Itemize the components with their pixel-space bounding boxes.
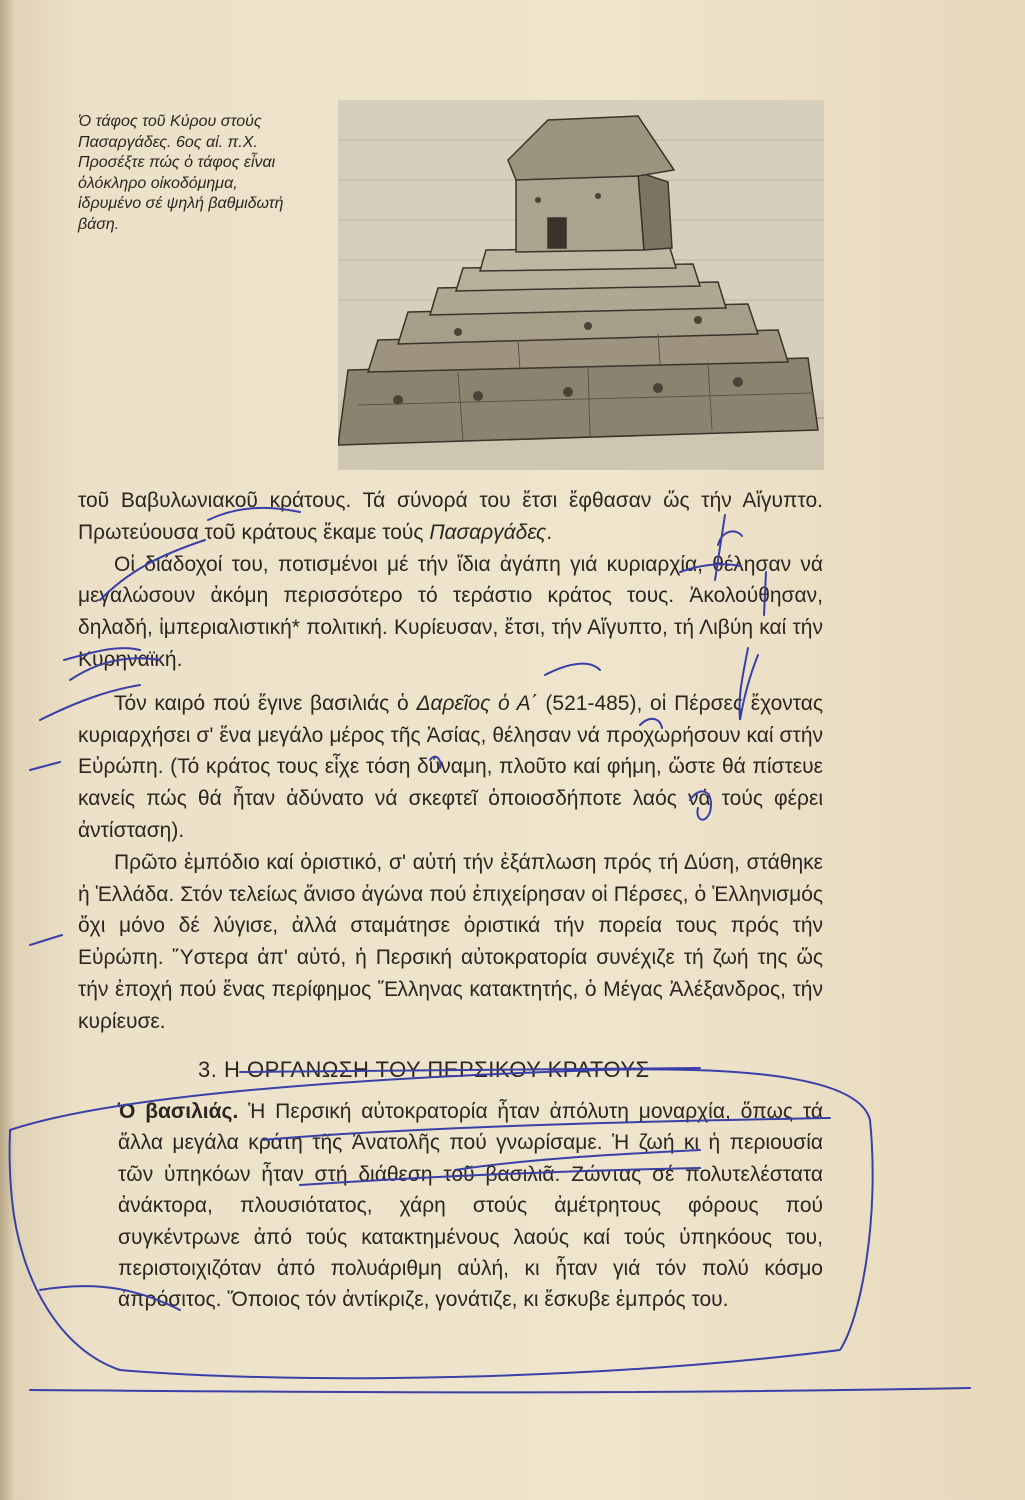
paragraph-3-text-b: (521-485), οἱ Πέρσες ἔχοντας κυριαρχήσει σ' ἕνα μεγάλο μέρος τῆς Ἀσίας, θέλησαν νά προχωρήσουν καί στήν Εὐρώπη. (Τό κράτος τους εἶχε τόση δύναμη, πλοῦτο καί φήμη, ὥστε θά πίστευε κανείς πώς θά ἦταν ἀδύνατο νά σκεφτεῖ ὁποιοσδήποτε λαός νά τούς φέρει ἀντίσταση).	[78, 691, 824, 842]
page-gutter	[0, 0, 14, 1500]
section-body-text: Ἡ Περσική αὐτοκρατορία ἦταν ἀπόλυτη μοναρχία, ὅπως τά ἄλλα μεγάλα κράτη τῆς Ἀνατολῆς πού γνωρίσαμε. Ἡ ζωή κι ἡ περιουσία τῶν ὑπηκόων ἦταν στή διάθεση τοῦ βασιλιᾶ. Ζώντας σέ πολυτελέστατα ἀνάκτορα, πλουσιότατος, χάρη στούς ἀμέτρητους φόρους πού συγκέντρωνε ἀπό τούς κατακτημένους λαούς καί τούς ὑπηκόους του, περιστοιχιζόταν ἀπό πολυάριθμη αὐλή, κι ἦταν γιά τόν πολύ κόσμο ἀπρόσιτος. Ὅποιος τόν ἀντίκριζε, γονάτιζε, κι ἔσκυβε ἐμπρός του.	[118, 1100, 823, 1312]
tomb-of-cyrus-engraving	[338, 100, 824, 470]
paragraph-1-end: .	[546, 520, 553, 544]
paragraph-2: Οἱ διάδοχοί του, ποτισμένοι μέ τήν ἴδια ἀγάπη γιά κυριαρχία, θέλησαν νά μεγαλώσουν ἀκόμη περισσότερο τό τεράστιο κράτος τους. Ἀκολούθησαν, δηλαδή, ἰμπεριαλιστική* πολιτική. Κυρίευσαν, ἔτσι, τήν Αἴγυπτο, τή Λιβύη καί τήν Κυρηναϊκή.	[78, 552, 823, 671]
paragraph-4: Πρῶτο ἐμπόδιο καί ὁριστικό, σ' αὐτή τήν ἐξάπλωση πρός τή Δύση, στάθηκε ἡ Ἑλλάδα. Στόν τελείως ἄνισο ἀγώνα πού ἐπιχείρησαν οἱ Πέρσες, ὁ Ἑλληνισμός ὄχι μόνο δέ λύγισε, ἀλλά σταμάτησε ὁριστικά τήν πορεία τους πρός τήν Εὐρώπη. Ὕστερα ἀπ' αὐτό, ἡ Περσική αὐτοκρατορία συνέχιζε τή ζωή της ὥς τήν ἐποχή πού ἕνας περίφημος Ἕλληνας κατακτητής, ὁ Μέγας Ἀλέξανδρος, τήν κυρίευσε.	[78, 850, 823, 1033]
paragraph-3-italic: Δαρεῖος ὁ Α΄	[416, 691, 538, 715]
section-body	[118, 1096, 823, 1316]
main-text	[78, 485, 823, 1038]
paragraph-3-text-a: Τόν καιρό πού ἔγινε βασιλιάς ὁ	[114, 691, 417, 715]
paragraph-3	[78, 688, 823, 847]
paragraph-1-italic: Πασαργάδες	[429, 520, 547, 544]
section-title: 3. Η ΟΡΓΑΝΩΣΗ ΤΟΥ ΠΕΡΣΙΚΟΥ ΚΡΑΤΟΥΣ	[198, 1057, 650, 1082]
paragraph-1	[78, 485, 823, 549]
section-lead: Ὁ βασιλιάς.	[118, 1100, 239, 1123]
paragraph-1-text: τοῦ Βαβυλωνιακοῦ κράτους. Τά σύνορά του ἔτσι ἔφθασαν ὥς τήν Αἴγυπτο. Πρωτεύουσα τοῦ κράτους ἔκαμε τούς	[78, 489, 823, 544]
image-caption: Ὁ τάφος τοῦ Κύρου στούς Πασαργάδες. 6ος αἰ. π.Χ. Προσέξτε πώς ὁ τάφος εἶναι ὁλόκληρο οἰκοδόμημα, ἱδρυμένο σέ ψηλή βαθμιδωτή βάση.	[78, 113, 284, 233]
tomb-illustration	[338, 100, 824, 470]
